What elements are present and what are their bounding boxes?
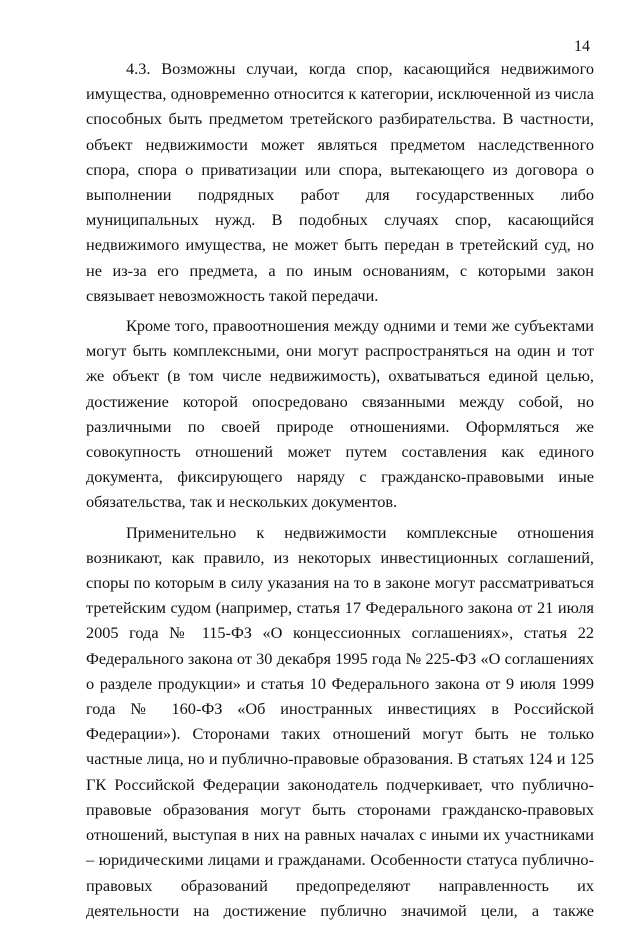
paragraph-investment-agreements: Применительно к недвижимости комплексные отношения возникают, как правило, из некоторых инвестиционных соглашений, споры по которым в силу указания на то в законе могут рассматриваться третейским судом (например, статья 17 Федерального закона от 21 июля 2005 года № 115-ФЗ «О концессионных соглашениях», статья 22 Федерального закона от 30 декабря 1995 года № 225-ФЗ «О соглашениях о разделе продукции» и статья 10 Федерального закона от 9 июля 1999 года № 160-ФЗ «Об иностранных инвестициях в Российской Федерации»). Сторонами таких отношений могут быть не только частные лица, но и публично-правовые образования. В статьях 124 и 125 ГК Российской Федерации законодатель подчеркивает, что публично-правовые образования могут быть сторонами гражданско-правовых отношений, выступая в них на равных началах с иными их участниками – юридическими лицами и гражданами. Особенности статуса публично-правовых образований предопределяют направленность их деятельности на достижение публично значимой цели, а также [86,522,594,920]
document-body [86,56,594,928]
page-number: 14 [574,38,590,55]
paragraph-section-4-3: 4.3. Возможны случаи, когда спор, касающийся недвижимого имущества, одновременно относится к категории, исключенной из числа способных быть предметом третейского разбирательства. В частности, объект недвижимости может являться предметом наследственного спора, спора о приватизации или спора, вытекающего из договора о выполнении подрядных работ для государственных либо муниципальных нужд. В подобных случаях спор, касающийся недвижимого имущества, не может быть передан в третейский суд, но не из-за его предмета, а по иным основаниям, с которыми закон связывает невозможность такой передачи. [86,59,594,305]
paragraph-complex-relations: Кроме того, правоотношения между одними и теми же субъектами могут быть комплексными, они могут распространяться на один и тот же объект (в том числе недвижимость), охватываться единой целью, достижение которой опосредовано связанными между собой, но различными по своей природе отношениями. Оформляться же совокупность отношений может путем составления как единого документа, фиксирующего наряду с гражданско-правовыми иные обязательства, так и нескольких документов. [86,316,594,512]
